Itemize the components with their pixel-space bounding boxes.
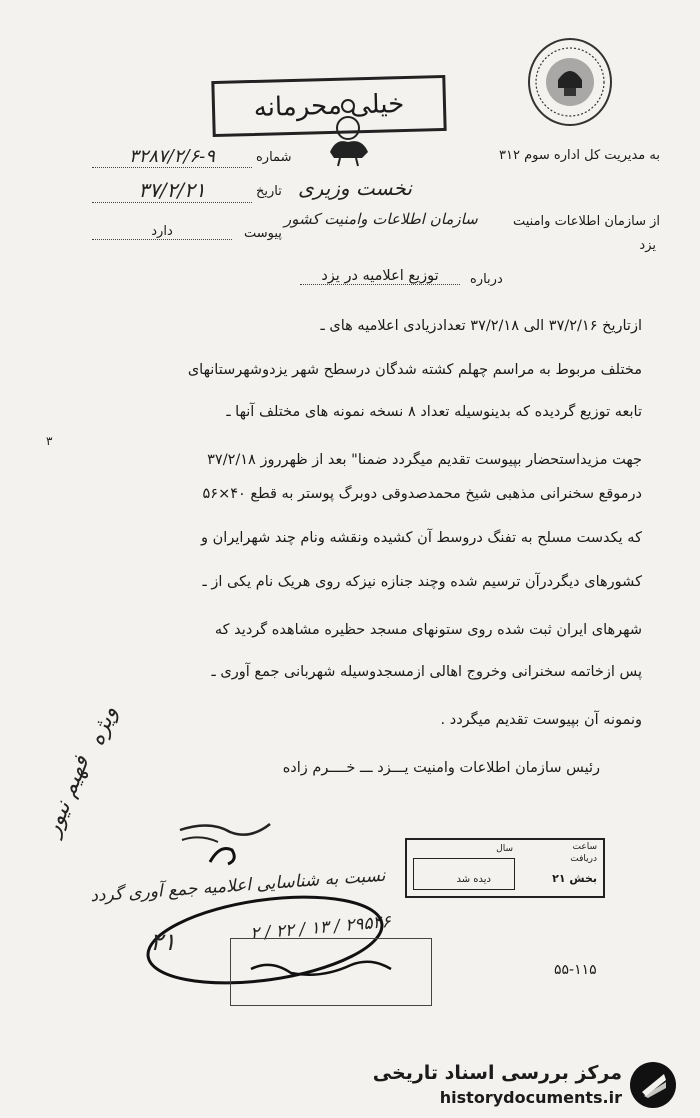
sender-handwritten: سازمان اطلاعات وامنیت کشور: [284, 210, 478, 228]
attachment-label: پیوست: [244, 226, 282, 241]
subject-value: توزیع اعلامیه در یزد: [300, 268, 460, 285]
letterhead-handwritten: نخست وزیری: [298, 176, 412, 200]
classification-stamp-text: خیلی محرمانه: [253, 89, 405, 123]
date-label: تاریخ: [256, 184, 282, 199]
rect-stamp: [230, 938, 432, 1006]
stamp-label-seen: دیده شد: [456, 874, 491, 885]
handwritten-initials: [170, 800, 280, 870]
sender-city: یزد: [639, 238, 656, 253]
handwritten-note-lower-1: نسبت به شناسایی اعلامیه جمع آوری گردد: [89, 865, 387, 907]
recipient-line: به مدیریت کل اداره سوم ۳۱۲: [499, 148, 660, 163]
body-line: پس ازخاتمه سخنرانی وخروج اهالی ازمسجدوسیله شهربانی جمع آوری ـ: [211, 664, 642, 680]
official-seal: [528, 38, 612, 126]
received-stamp: [405, 838, 605, 898]
stamp-label-year: سال: [496, 844, 513, 854]
body-line: که یکدست مسلح به تفنگ دروسط آن کشیده ونقشه ونام چند شهرایران و: [201, 530, 642, 546]
body-margin-number: ۳: [46, 434, 53, 448]
stamp-label-section: بخش ۲۱: [552, 872, 597, 885]
circled-number: ۲۱: [150, 928, 176, 956]
body-line: ازتاریخ ۳۷/۲/۱۶ الی ۳۷/۲/۱۸ تعدادزیادی اعلامیه های ـ: [320, 318, 642, 334]
archive-logo-icon: [630, 1062, 676, 1108]
handwritten-note-left-2: فهیم نیور: [40, 752, 95, 840]
body-line: شهرهای ایران ثبت شده روی ستونهای مسجد حظیره مشاهده گردید که: [214, 622, 642, 638]
body-line: جهت مزیداستحضار بپیوست تقدیم میگردد ضمنا" بعد از ظهرروز ۳۷/۲/۱۸: [207, 452, 642, 468]
body-line: کشورهای دیگردرآن ترسیم شده وچند جنازه نیزکه روی هریک نام یکی از ـ: [202, 574, 642, 590]
body-line: تابعه توزیع گردیده که بدینوسیله تعداد ۸ نسخه نمونه های مختلف آنها ـ: [226, 404, 642, 420]
stamp-label-time: ساعت: [572, 842, 597, 852]
archive-code: ۵۵-۱۱۵: [554, 962, 597, 978]
body-line: درموقع سخنرانی مذهبی شیخ محمدصدوقی دوبرگ پوستر به قطع ۴۰×۵۶: [202, 486, 642, 502]
number-label: شماره: [256, 150, 292, 165]
handwritten-note-lower-2: ۲۹۵۴۶ / ۱۳ / ۲۲ / ۲: [249, 911, 392, 945]
lion-sun-emblem: [322, 98, 374, 168]
body-line: ونمونه آن بپیوست تقدیم میگردد .: [440, 712, 642, 728]
date-value: ۳۷/۲/۲۱: [92, 178, 252, 203]
body-line: مختلف مربوط به مراسم چهلم کشته شدگان درسطح شهر یزدوشهرستانهای: [187, 362, 642, 378]
attachment-value: دارد: [92, 224, 232, 240]
subject-label: درباره: [470, 272, 503, 287]
signature-line: رئیس سازمان اطلاعات وامنیت یـــزد ـــ خــــرم زاده: [282, 760, 600, 776]
handwritten-note-left-1: ویژه: [84, 702, 123, 750]
footer-title: مرکز بررسی اسناد تاریخی: [372, 1062, 622, 1084]
stamp-label-received: دریافت: [570, 854, 597, 864]
sender-line: از سازمان اطلاعات وامنیت: [512, 214, 660, 229]
number-value: ۳۲۸۷/۲/۶-۹: [92, 146, 252, 168]
footer-url[interactable]: historydocuments.ir: [439, 1088, 622, 1107]
